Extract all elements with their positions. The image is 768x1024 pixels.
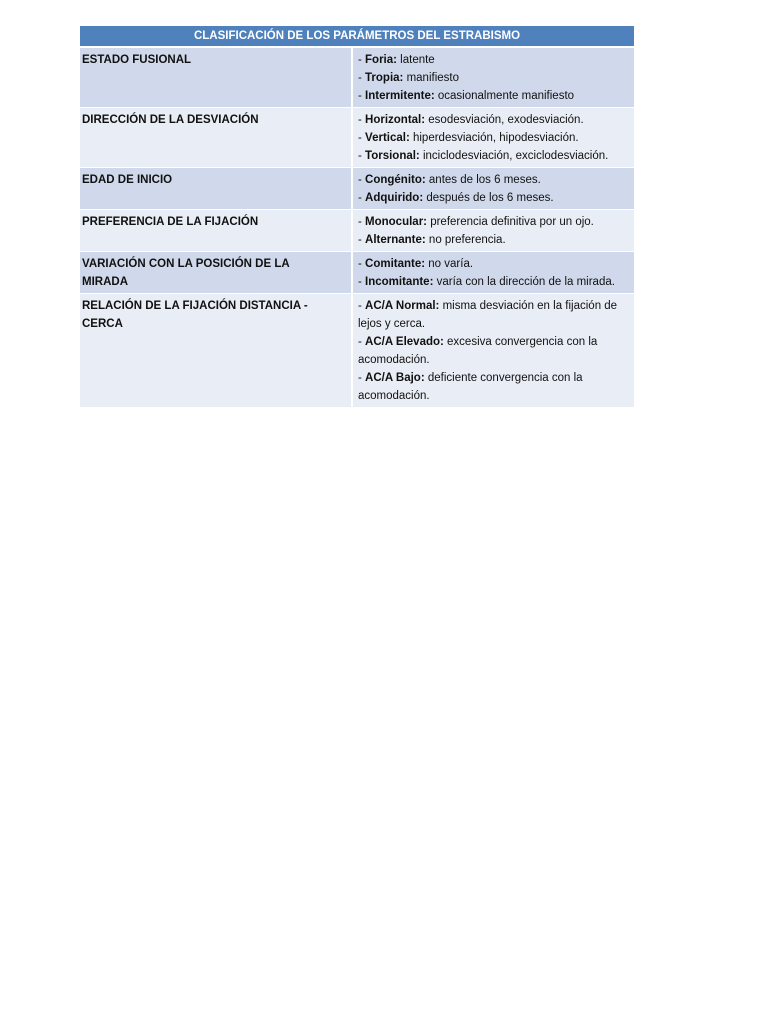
item-prefix: - [358, 132, 366, 144]
item-term: Intermitente: [365, 90, 435, 102]
description-item [358, 189, 632, 207]
item-prefix: - [358, 54, 366, 66]
item-term: AC/A Elevado: [365, 336, 444, 348]
item-prefix: - [358, 174, 366, 186]
description-item [358, 69, 632, 87]
parameter-cell: RELACIÓN DE LA FIJACIÓN DISTANCIA - CERCA [80, 294, 352, 408]
item-term: Incomitante: [365, 276, 434, 288]
item-text: misma desviación en la fijación de lejos y cerca. [358, 300, 618, 330]
description-item [358, 255, 632, 273]
item-term: Monocular: [365, 216, 428, 228]
item-term: Vertical: [365, 132, 410, 144]
parameter-cell: ESTADO FUSIONAL [80, 47, 352, 108]
item-term: AC/A Normal: [365, 300, 440, 312]
item-term: Congénito: [365, 174, 426, 186]
item-prefix: - [358, 216, 366, 228]
item-text: preferencia definitiva por un ojo. [427, 216, 594, 228]
table-row [80, 168, 634, 210]
item-text: antes de los 6 meses. [425, 174, 541, 186]
parameter-cell: VARIACIÓN CON LA POSICIÓN DE LA MIRADA [80, 252, 352, 294]
table-body [80, 47, 634, 408]
item-term: Torsional: [365, 150, 420, 162]
item-text: manifiesto [403, 72, 459, 84]
description-item [358, 231, 632, 249]
table-row [80, 47, 634, 108]
description-cell [352, 108, 634, 168]
item-prefix: - [358, 372, 366, 384]
item-text: excesiva convergencia con la acomodación. [358, 336, 598, 366]
item-prefix: - [358, 234, 366, 246]
item-text: ocasionalmente manifiesto [434, 90, 575, 102]
description-item [358, 369, 632, 405]
item-term: Foria: [365, 54, 397, 66]
item-prefix: - [358, 336, 366, 348]
description-cell [352, 47, 634, 108]
parameter-cell: DIRECCIÓN DE LA DESVIACIÓN [80, 108, 352, 168]
description-item [358, 273, 632, 291]
item-text: hiperdesviación, hipodesviación. [409, 132, 579, 144]
table-row [80, 252, 634, 294]
description-item [358, 87, 632, 105]
description-item [358, 129, 632, 147]
description-item [358, 111, 632, 129]
item-term: Adquirido: [365, 192, 424, 204]
item-prefix: - [358, 276, 366, 288]
item-term: Comitante: [365, 258, 426, 270]
description-item [358, 171, 632, 189]
item-prefix: - [358, 150, 366, 162]
item-prefix: - [358, 192, 366, 204]
parameter-cell: EDAD DE INICIO [80, 168, 352, 210]
table-row [80, 108, 634, 168]
item-term: Tropia: [365, 72, 404, 84]
item-prefix: - [358, 72, 366, 84]
description-item [358, 213, 632, 231]
item-term: Alternante: [365, 234, 426, 246]
item-text: después de los 6 meses. [423, 192, 554, 204]
item-text: deficiente convergencia con la acomodación. [358, 372, 583, 402]
table-row [80, 294, 634, 408]
item-prefix: - [358, 114, 366, 126]
description-item [358, 297, 632, 333]
item-text: no preferencia. [425, 234, 506, 246]
item-prefix: - [358, 90, 366, 102]
item-text: varía con la dirección de la mirada. [433, 276, 615, 288]
item-text: inciclodesviación, exciclodesviación. [419, 150, 609, 162]
strabismus-classification-table [80, 26, 634, 408]
item-term: AC/A Bajo: [365, 372, 425, 384]
item-text: latente [396, 54, 435, 66]
description-cell [352, 168, 634, 210]
description-item [358, 51, 632, 69]
item-text: esodesviación, exodesviación. [425, 114, 584, 126]
description-item [358, 147, 632, 165]
description-cell [352, 252, 634, 294]
description-cell [352, 210, 634, 252]
item-prefix: - [358, 300, 366, 312]
description-cell [352, 294, 634, 408]
table-title: CLASIFICACIÓN DE LOS PARÁMETROS DEL ESTRABISMO [80, 26, 634, 47]
description-item [358, 333, 632, 369]
parameter-cell: PREFERENCIA DE LA FIJACIÓN [80, 210, 352, 252]
item-prefix: - [358, 258, 366, 270]
table-header-row [80, 26, 634, 47]
item-term: Horizontal: [365, 114, 426, 126]
table-row [80, 210, 634, 252]
item-text: no varía. [425, 258, 474, 270]
